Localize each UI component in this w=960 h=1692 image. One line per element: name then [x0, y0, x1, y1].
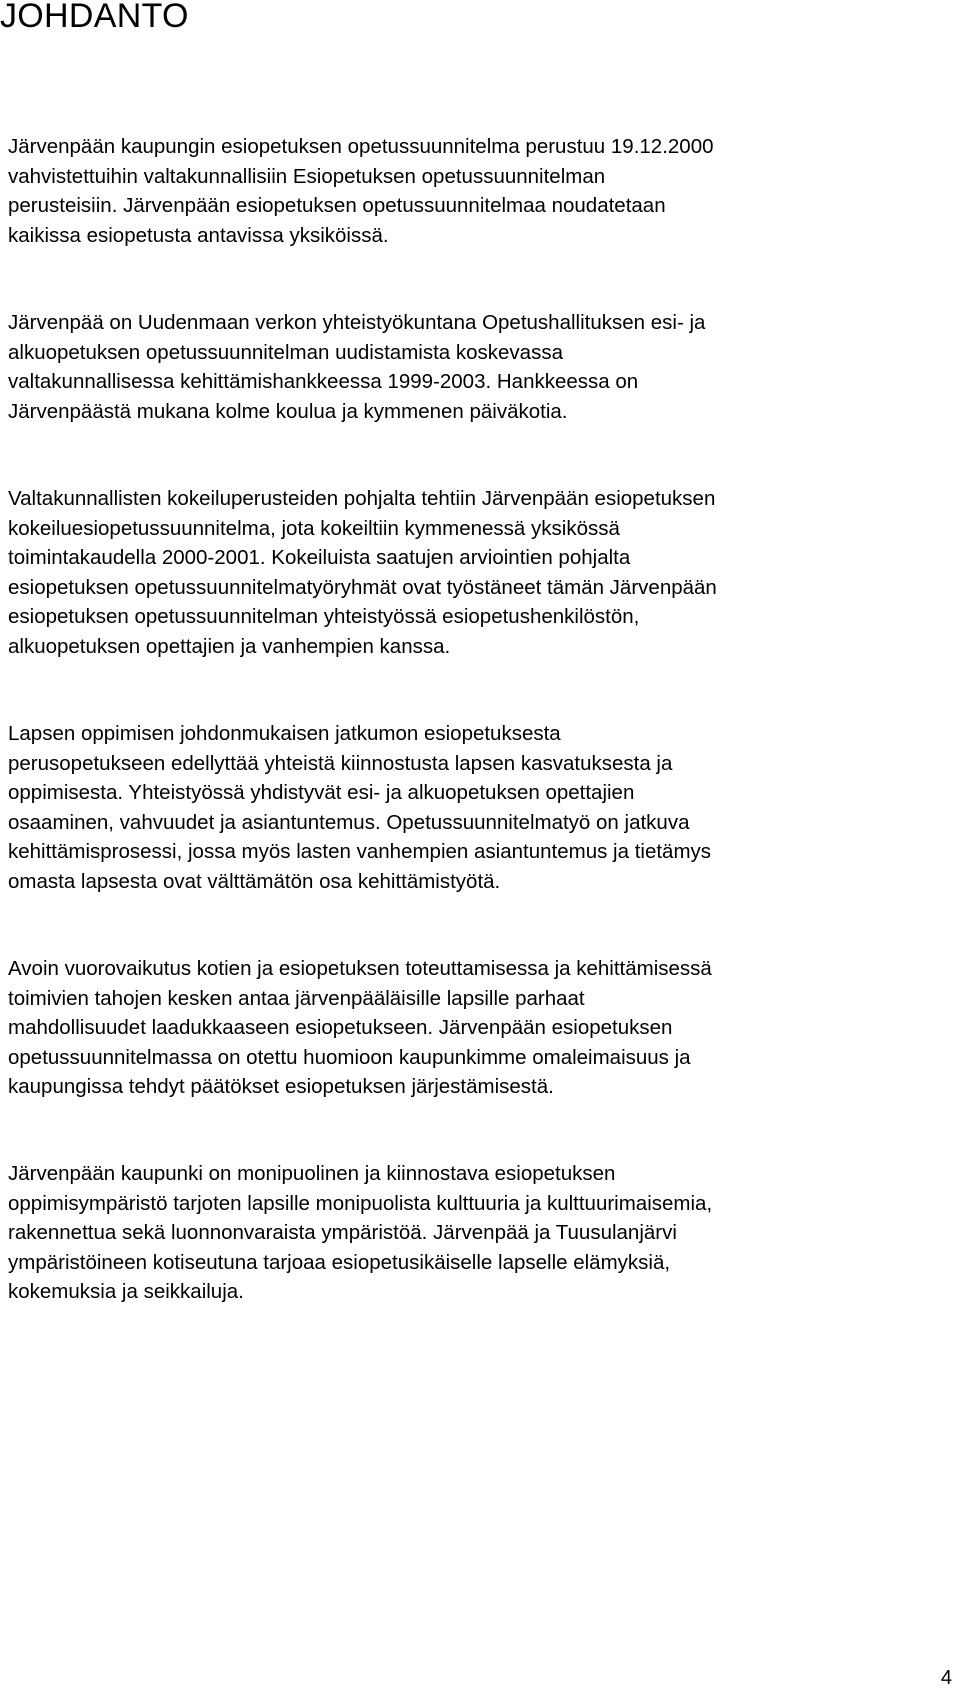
paragraph-line: toimintakaudella 2000-2001. Kokeiluista saatujen arviointien pohjalta [8, 546, 631, 569]
paragraph-6 [8, 1159, 956, 1307]
paragraph-line: valtakunnallisessa kehittämishankkeessa 1999-2003. Hankkeessa on [8, 370, 639, 393]
paragraph-line: Valtakunnallisten kokeiluperusteiden pohjalta tehtiin Järvenpään esiopetuksen [8, 487, 716, 510]
paragraph-line: perusopetukseen edellyttää yhteistä kiinnostusta lapsen kasvatuksesta ja [8, 751, 673, 775]
paragraph-line: mahdollisuudet laadukkaaseen esiopetukseen. Järvenpään esiopetuksen [8, 1016, 673, 1039]
paragraph-4 [8, 719, 956, 896]
paragraph-line: Järvenpään kaupungin esiopetuksen opetussuunnitelma perustuu 19.12.2000 [8, 135, 714, 158]
paragraph-line: Järvenpää on Uudenmaan verkon yhteistyökuntana Opetushallituksen esi- ja [8, 311, 706, 334]
paragraph-line: kokeiluesiopetussuunnitelma, jota kokeiltiin kymmenessä yksikössä [8, 516, 620, 540]
paragraph-line: oppimisympäristö tarjoten lapsille monipuolista kulttuuria ja kulttuurimaisemia, [8, 1191, 713, 1215]
paragraph-line: kaikissa esiopetusta antavissa yksiköissä. [8, 223, 389, 247]
paragraph-line: perusteisiin. Järvenpään esiopetuksen opetussuunnitelmaa noudatetaan [8, 194, 666, 217]
paragraph-5 [8, 954, 956, 1102]
paragraph-line: esiopetuksen opetussuunnitelmatyöryhmät ovat työstäneet tämän Järvenpään [8, 575, 717, 599]
paragraph-line: omasta lapsesta ovat välttämätön osa kehittämistyötä. [8, 869, 501, 893]
paragraph-line: esiopetuksen opetussuunnitelman yhteistyössä esiopetushenkilöstön, [8, 605, 640, 628]
paragraph-line: alkuopetuksen opetussuunnitelman uudistamista koskevassa [8, 340, 563, 364]
paragraph-line: Lapsen oppimisen johdonmukaisen jatkumon esiopetuksesta [8, 722, 561, 745]
page-number: 4 [940, 1667, 952, 1689]
paragraph-line: kokemuksia ja seikkailuja. [8, 1280, 244, 1303]
paragraph-3 [8, 484, 956, 661]
paragraph-line: rakennettua sekä luonnonvaraista ympäristöä. Järvenpää ja Tuusulanjärvi [8, 1221, 677, 1244]
paragraph-2 [8, 308, 956, 426]
paragraph-line: Avoin vuorovaikutus kotien ja esiopetuksen toteuttamisessa ja kehittämisessä [8, 957, 712, 980]
paragraph-line: alkuopetuksen opettajien ja vanhempien kanssa. [8, 634, 451, 658]
paragraph-line: opetussuunnitelmassa on otettu huomioon kaupunkimme omaleimaisuus ja [8, 1045, 691, 1069]
paragraph-line: ympäristöineen kotiseutuna tarjoaa esiopetusikäiselle lapselle elämyksiä, [8, 1250, 671, 1274]
paragraph-line: Järvenpään kaupunki on monipuolinen ja kiinnostava esiopetuksen [8, 1162, 616, 1185]
paragraph-line: toimivien tahojen kesken antaa järvenpääläisille lapsille parhaat [8, 986, 585, 1010]
paragraph-1 [8, 132, 956, 250]
paragraph-line: Järvenpäästä mukana kolme koulua ja kymmenen päiväkotia. [8, 399, 568, 423]
page-title: JOHDANTO [0, 0, 189, 35]
paragraph-line: vahvistettuihin valtakunnallisiin Esiopetuksen opetussuunnitelman [8, 164, 606, 188]
paragraph-line: oppimisesta. Yhteistyössä yhdistyvät esi- ja alkuopetuksen opettajien [8, 781, 635, 804]
paragraph-line: osaaminen, vahvuudet ja asiantuntemus. Opetussuunnitelmatyö on jatkuva [8, 810, 690, 834]
paragraph-line: kehittämisprosessi, jossa myös lasten vanhempien asiantuntemus ja tietämys [8, 840, 712, 863]
paragraph-line: kaupungissa tehdyt päätökset esiopetuksen järjestämisestä. [8, 1075, 554, 1098]
